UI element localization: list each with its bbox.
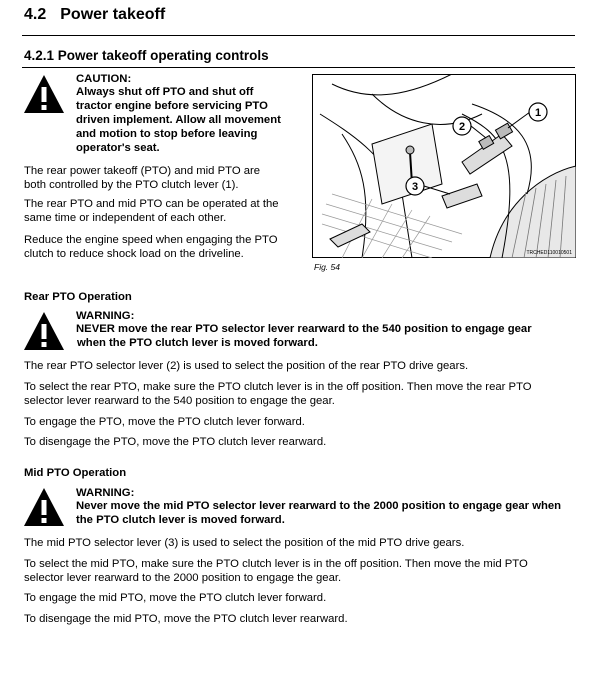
figure-callout-2 — [453, 117, 471, 135]
intro-paragraph-3 — [24, 233, 278, 261]
callout-label: 2 — [458, 121, 466, 133]
caution-text — [76, 85, 281, 155]
warning-line: when the PTO clutch lever is moved forward. — [77, 337, 318, 349]
text-line: both controlled by the PTO clutch lever (1). — [24, 179, 239, 191]
caution-line: driven implement. Allow all movement — [76, 114, 281, 126]
rear-pto-paragraph-2 — [24, 380, 532, 408]
figure-callout-3 — [406, 177, 424, 195]
warning-line: NEVER move the rear PTO selector lever rearward to the 540 position to engage gear — [76, 323, 532, 335]
section-number: 4.2 — [24, 6, 47, 23]
subsection-title: Power takeoff operating controls — [57, 48, 269, 63]
caution-title: CAUTION: — [76, 73, 132, 85]
warning-line: Never move the mid PTO selector lever rearward to the 2000 position to engage gear when — [76, 500, 562, 512]
mid-pto-heading: Mid PTO Operation — [24, 467, 127, 479]
warning-triangle-icon — [23, 487, 65, 527]
mid-pto-paragraph-1: The mid PTO selector lever (3) is used to select the position of the mid PTO drive gears. — [24, 537, 465, 549]
mid-pto-paragraph-3: To engage the mid PTO, move the PTO clutch lever forward. — [24, 592, 327, 604]
text-line: selector lever rearward to the 540 position to engage the gear. — [24, 395, 335, 407]
rear-pto-warning — [76, 310, 532, 350]
callout-label: 1 — [534, 107, 542, 119]
subsection-heading — [24, 48, 269, 63]
text-line: To select the mid PTO, make sure the PTO clutch lever is in the off position. Then move the mid PTO — [24, 558, 528, 570]
warning-text — [76, 322, 532, 350]
text-line: The rear power takeoff (PTO) and mid PTO are — [24, 165, 261, 177]
figure-callout-1 — [529, 103, 547, 121]
figure-code: TRCHED110010501 — [526, 250, 572, 256]
caution-line: operator's seat. — [76, 142, 160, 154]
callout-label: 3 — [411, 181, 419, 193]
intro-paragraph-2 — [24, 197, 279, 225]
warning-triangle-icon — [23, 311, 65, 351]
warning-triangle-icon — [23, 74, 65, 114]
warning-title: WARNING: — [76, 310, 135, 322]
section-rule — [22, 35, 575, 36]
caution-line: and motion to stop before leaving — [76, 128, 258, 140]
caution-block — [76, 73, 281, 155]
mid-pto-paragraph-2 — [24, 557, 528, 585]
rear-pto-paragraph-3: To engage the PTO, move the PTO clutch lever forward. — [24, 416, 305, 428]
text-line: Reduce the engine speed when engaging the PTO — [24, 234, 278, 246]
rear-pto-paragraph-4: To disengage the PTO, move the PTO clutch lever rearward. — [24, 436, 327, 448]
mid-pto-paragraph-4: To disengage the mid PTO, move the PTO clutch lever rearward. — [24, 613, 348, 625]
caution-line: tractor engine before servicing PTO — [76, 100, 268, 112]
subsection-rule — [22, 67, 575, 68]
section-title: Power takeoff — [60, 6, 166, 23]
figure-caption: Fig. 54 — [314, 262, 340, 272]
mid-pto-warning — [76, 487, 561, 527]
rear-pto-heading: Rear PTO Operation — [24, 291, 132, 303]
warning-title: WARNING: — [76, 487, 135, 499]
text-line: selector lever rearward to the 2000 position to engage the gear. — [24, 572, 342, 584]
subsection-number: 4.2.1 — [24, 48, 55, 63]
text-line: To select the rear PTO, make sure the PTO clutch lever is in the off position. Then move the rear PTO — [24, 381, 532, 393]
warning-line: the PTO clutch lever is moved forward. — [76, 514, 285, 526]
section-heading — [24, 6, 165, 24]
warning-text — [76, 499, 561, 527]
text-line: same time or independent of each other. — [24, 212, 227, 224]
pto-controls-figure — [312, 74, 576, 258]
caution-line: Always shut off PTO and shut off — [76, 86, 254, 98]
rear-pto-paragraph-1: The rear PTO selector lever (2) is used to select the position of the rear PTO drive gears. — [24, 360, 469, 372]
text-line: clutch to reduce shock load on the driveline. — [24, 248, 244, 260]
text-line: The rear PTO and mid PTO can be operated at the — [24, 198, 279, 210]
intro-paragraph-1 — [24, 164, 260, 192]
